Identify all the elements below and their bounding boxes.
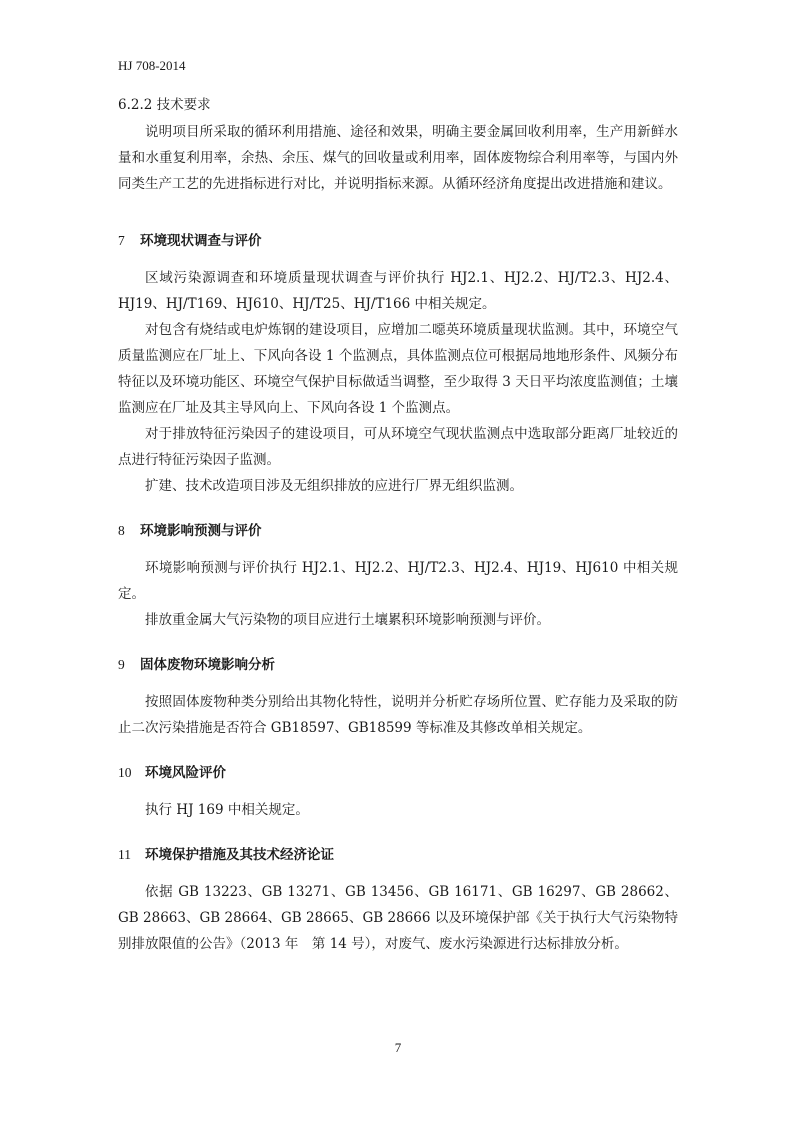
section-9 [118,653,678,741]
section-number: 11 [118,847,131,862]
document-code-header: HJ 708-2014 [118,58,186,73]
section-heading [118,519,678,543]
page-number: 7 [394,1040,402,1055]
paragraph: 说明项目所采取的循环利用措施、途径和效果，明确主要金属回收利用率，生产用新鲜水量和水重复利用率，余热、余压、煤气的回收量或利用率，固体废物综合利用率等，与国内外同类生产工艺的先进指标进行对比，并说明指标来源。从循环经济角度提出改进措施和建议。 [118,124,678,192]
section-10 [118,761,678,823]
section-7 [118,229,678,499]
document-body [118,93,678,957]
section-title: 环境风险评价 [145,765,226,781]
paragraph: 依据 GB 13223、GB 13271、GB 13456、GB 16171、GB 16297、GB 28662、GB 28663、GB 28664、GB 28665、GB 28666 以及环境保护部《关于执行大气污染物特别排放限值的公告》（2013 年 第 14 号），对废气、废水污染源进行达标排放分析。 [118,884,678,952]
section-number: 7 [118,233,125,248]
section-title: 环境现状调查与评价 [140,233,262,249]
paragraph: 对包含有烧结或电炉炼钢的建设项目，应增加二噁英环境质量现状监测。其中，环境空气质量监测应在厂址上、下风向各设 1 个监测点，具体监测点位可根据局地地形条件、风频分布特征以及环境功能区、环境空气保护目标做适当调整，至少取得 3 天日平均浓度监测值；土壤监测应在厂址及其主导风向上、下风向各设 1 个监测点。 [118,322,678,416]
section-8 [118,519,678,633]
paragraph: 环境影响预测与评价执行 HJ2.1、HJ2.2、HJ/T2.3、HJ2.4、HJ19、HJ610 中相关规定。 [118,560,678,602]
section-heading [118,761,678,785]
subsection-title: 6.2.2 技术要求 [118,97,211,113]
paragraph: 执行 HJ 169 中相关规定。 [145,802,309,818]
paragraph: 区域污染源调查和环境质量现状调查与评价执行 HJ2.1、HJ2.2、HJ/T2.3、HJ2.4、HJ19、HJ/T169、HJ610、HJ/T25、HJ/T166 中相关规定。 [118,270,678,312]
section-title: 环境保护措施及其技术经济论证 [145,847,334,863]
section-heading [118,653,678,677]
paragraph: 扩建、技术改造项目涉及无组织排放的应进行厂界无组织监测。 [145,478,523,494]
section-title: 环境影响预测与评价 [140,523,262,539]
section-heading [118,843,678,867]
section-number: 10 [118,765,132,780]
document-page [118,0,678,1123]
section-number: 8 [118,523,125,538]
section-11 [118,843,678,957]
paragraph: 排放重金属大气污染物的项目应进行土壤累积环境影响预测与评价。 [145,612,550,628]
section-heading [118,229,678,253]
section-number: 9 [118,657,125,672]
section-title: 固体废物环境影响分析 [140,657,275,673]
paragraph: 对于排放特征污染因子的建设项目，可从环境空气现状监测点中选取部分距离厂址较近的点进行特征污染因子监测。 [118,426,678,468]
paragraph: 按照固体废物种类分别给出其物化特性，说明并分析贮存场所位置、贮存能力及采取的防止二次污染措施是否符合 GB18597、GB18599 等标准及其修改单相关规定。 [118,694,678,736]
section-6-2-2 [118,93,678,197]
